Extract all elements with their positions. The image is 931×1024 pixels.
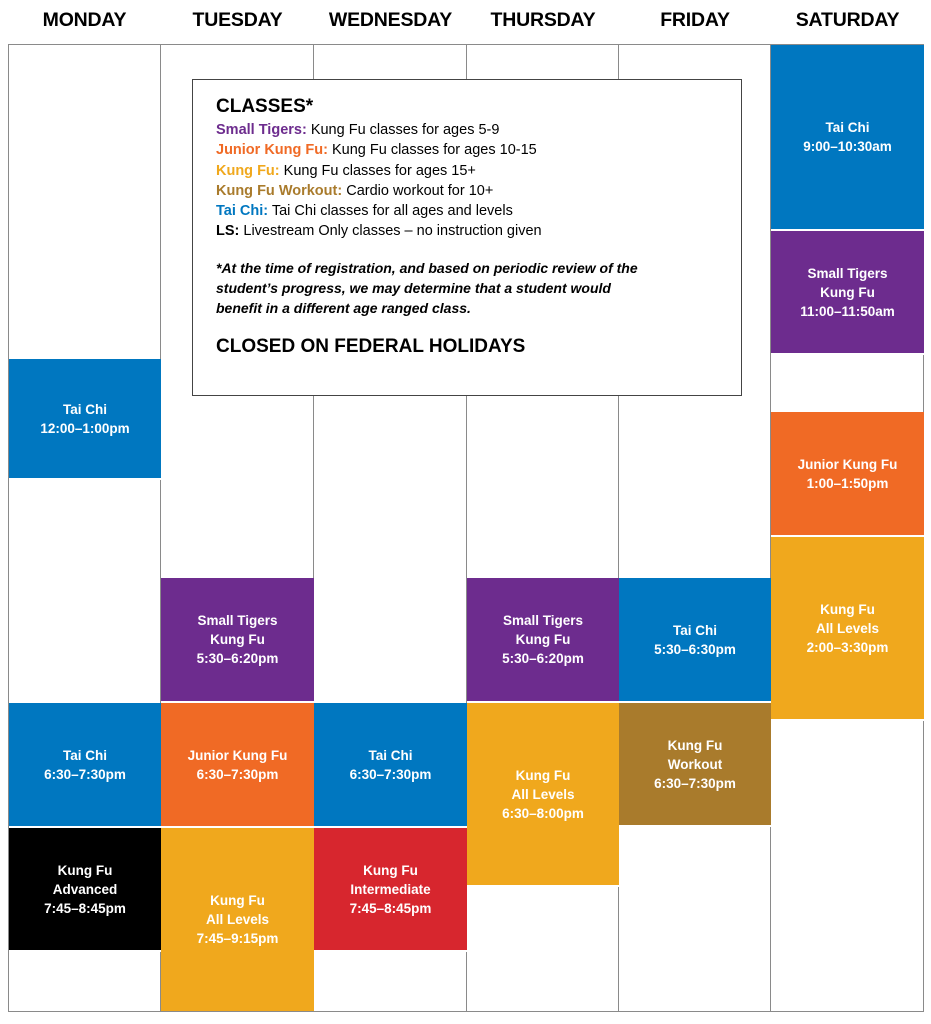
class-time: 7:45–8:45pm [44,900,126,916]
class-block-sat-taichi[interactable] [771,45,924,231]
class-time: 5:30–6:20pm [502,651,584,666]
class-name: Small Tigers [197,613,278,628]
day-header-wednesday: WEDNESDAY [328,9,453,31]
class-subname: Kung Fu [820,284,875,300]
legend-row-livestream [216,221,719,241]
legend-note [216,258,719,318]
day-header-tuesday: TUESDAY [192,9,283,31]
day-header-thursday: THURSDAY [490,9,596,31]
class-time: 5:30–6:20pm [196,651,279,666]
class-time: 6:30–7:30pm [44,766,126,782]
class-time: 7:45–8:45pm [349,900,432,916]
class-time: 6:30–7:30pm [654,775,736,791]
legend-note-line: benefit in a different age ranged class. [216,299,471,316]
class-time: 12:00–1:00pm [40,420,130,436]
class-name: Tai Chi [825,120,870,135]
legend-class-name: LS: [216,223,240,240]
legend-class-desc: Livestream Only classes – no instruction given [239,223,542,240]
class-name: Kung Fu [57,862,113,878]
class-time: 9:00–10:30am [803,139,892,154]
legend-class-desc: Cardio workout for 10+ [342,182,494,199]
legend-note-line: student’s progress, we may determine that a student would [216,279,611,296]
class-name: Kung Fu [363,862,418,878]
class-name: Junior Kung Fu [187,747,288,763]
class-name: Tai Chi [62,747,107,763]
class-time: 6:30–7:30pm [349,766,432,782]
legend-note-line: *At the time of registration, and based on periodic review of the [216,259,638,276]
legend-row-kung-fu-workout [216,181,719,201]
legend-class-desc: Kung Fu classes for ages 5-9 [306,122,500,138]
classes-legend [192,79,742,396]
class-level: All Levels [815,620,880,636]
legend-class-name: Tai Chi: [216,203,269,220]
class-block-fri-kungfu-workout[interactable] [619,703,771,827]
class-block-mon-taichi-noon[interactable] [9,359,161,480]
class-name: Kung Fu [515,767,571,783]
class-time: 2:00–3:30pm [806,639,889,655]
legend-title: CLASSES* [216,96,314,117]
class-time: 1:00–1:50pm [806,475,889,491]
legend-class-desc: Tai Chi classes for all ages and levels [268,203,513,220]
legend-class-name: Small Tigers: [216,122,307,138]
class-level: All Levels [205,912,270,927]
class-name: Kung Fu [667,737,723,753]
legend-class-desc: Kung Fu classes for ages 10-15 [327,142,537,159]
class-name: Kung Fu [210,893,265,908]
closed-notice: CLOSED ON FEDERAL HOLIDAYS [216,335,526,357]
legend-row-tai-chi [216,201,719,221]
legend-row-small-tigers [216,120,719,140]
class-time: 6:30–8:00pm [502,805,584,821]
legend-class-name: Kung Fu: [216,162,280,179]
class-block-thu-kungfu-all-levels[interactable] [467,703,619,887]
class-block-sat-junior-kungfu[interactable] [771,412,924,537]
class-block-wed-taichi[interactable] [314,703,467,828]
class-block-tue-kungfu-all-levels[interactable] [161,828,314,1011]
class-time: 5:30–6:30pm [654,641,736,657]
class-time: 7:45–9:15pm [196,931,279,946]
day-header-saturday: SATURDAY [795,9,900,31]
class-block-mon-taichi-evening[interactable] [9,703,161,828]
class-name: Tai Chi [62,401,107,417]
class-level: All Levels [511,786,575,802]
class-block-thu-small-tigers[interactable] [467,578,619,703]
class-subname: Kung Fu [515,632,571,647]
class-block-sat-small-tigers[interactable] [771,231,924,355]
legend-class-name: Junior Kung Fu: [216,142,328,159]
class-block-sat-kungfu-all-levels[interactable] [771,537,924,721]
class-name: Kung Fu [820,601,875,617]
class-name: Tai Chi [672,622,717,638]
class-block-fri-taichi[interactable] [619,578,771,703]
class-name: Junior Kung Fu [797,456,898,472]
class-name: Small Tigers [807,265,888,281]
legend-row-kung-fu [216,161,719,181]
class-block-tue-small-tigers[interactable] [161,578,314,703]
class-level: Intermediate [350,881,431,897]
class-block-wed-kungfu-intermediate[interactable] [314,828,467,952]
legend-class-name: Kung Fu Workout: [216,182,343,199]
legend-row-junior-kung-fu [216,140,719,160]
class-block-mon-kungfu-advanced[interactable] [9,828,161,952]
day-header-friday: FRIDAY [660,9,730,31]
class-time: 6:30–7:30pm [196,766,279,782]
class-name: Tai Chi [368,747,413,763]
day-header-monday: MONDAY [42,9,127,31]
class-subname: Kung Fu [210,632,265,647]
class-time: 11:00–11:50am [800,303,895,319]
class-name: Small Tigers [502,613,584,628]
legend-class-desc: Kung Fu classes for ages 15+ [279,162,476,179]
class-level: Advanced [52,881,118,897]
class-block-tue-junior-kungfu[interactable] [161,703,314,828]
class-subname: Workout [667,756,723,772]
